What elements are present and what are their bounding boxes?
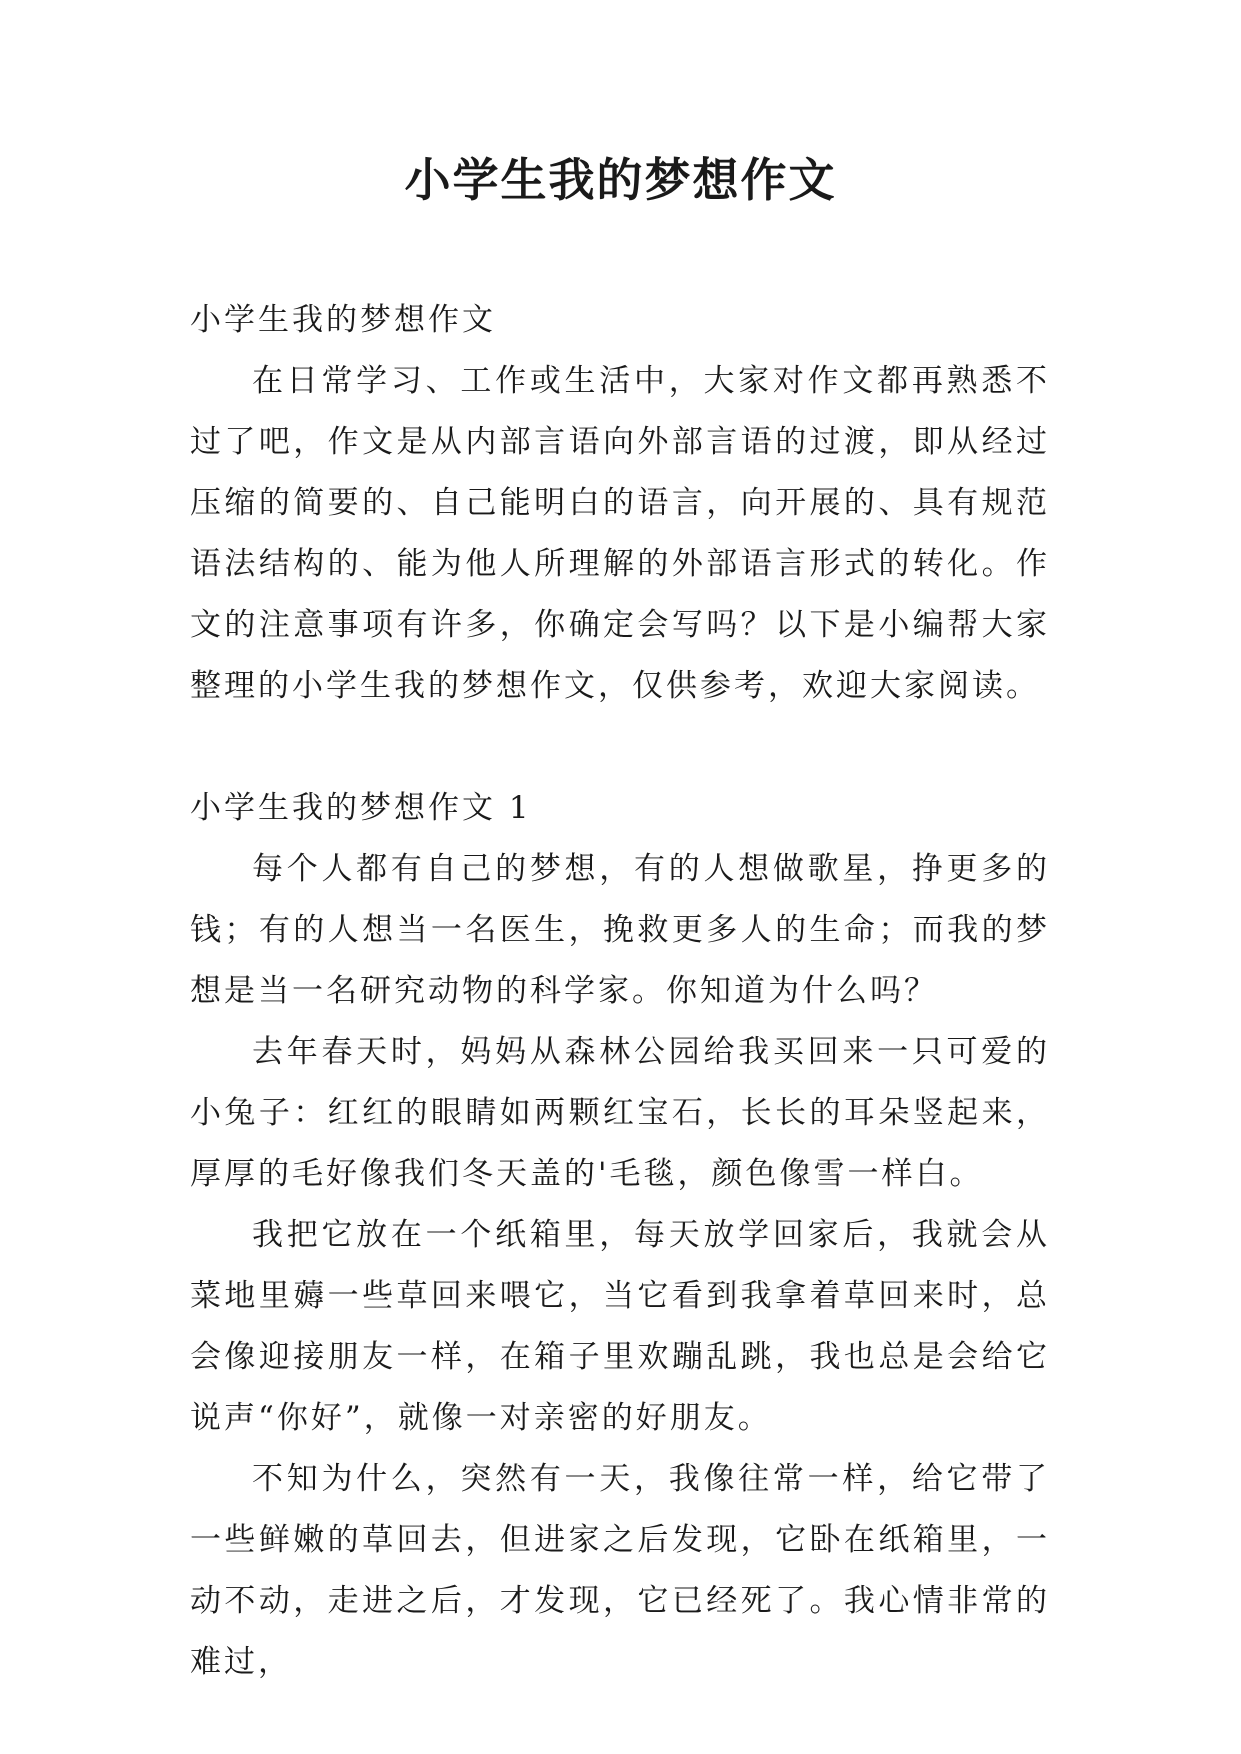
intro-paragraph: 在日常学习、工作或生活中，大家对作文都再熟悉不过了吧，作文是从内部言语向外部言语的过渡，即从经过压缩的简要的、自己能明白的语言，向开展的、具有规范语法结构的、能为他人所理解的外部语言形式的转化。作文的注意事项有许多，你确定会写吗？以下是小编帮大家整理的小学生我的梦想作文，仅供参考，欢迎大家阅读。 xyxy=(190,363,1050,704)
essay-1-heading: 小学生我的梦想作文 1 xyxy=(190,790,532,826)
essay-1-paragraph-2: 去年春天时，妈妈从森林公园给我买回来一只可爱的小兔子：红红的眼睛如两颗红宝石，长长的耳朵竖起来，厚厚的毛好像我们冬天盖的'毛毯，颜色像雪一样白。 xyxy=(190,1034,1050,1192)
intro-heading: 小学生我的梦想作文 xyxy=(190,302,496,338)
essay-1-paragraph-4: 不知为什么，突然有一天，我像往常一样，给它带了一些鲜嫩的草回去，但进家之后发现，它卧在纸箱里，一动不动，走进之后，才发现，它已经死了。我心情非常的难过， xyxy=(190,1461,1050,1680)
document-body xyxy=(190,290,1050,1693)
essay-1-paragraph-3: 我把它放在一个纸箱里，每天放学回家后，我就会从菜地里薅一些草回来喂它，当它看到我拿着草回来时，总会像迎接朋友一样，在箱子里欢蹦乱跳，我也总是会给它说声“你好”，就像一对亲密的好朋友。 xyxy=(190,1217,1050,1436)
section-spacer xyxy=(190,717,1050,778)
essay-1-paragraph-1: 每个人都有自己的梦想，有的人想做歌星，挣更多的钱；有的人想当一名医生，挽救更多人的生命；而我的梦想是当一名研究动物的科学家。你知道为什么吗？ xyxy=(190,851,1050,1009)
document-title: 小学生我的梦想作文 xyxy=(404,153,837,207)
